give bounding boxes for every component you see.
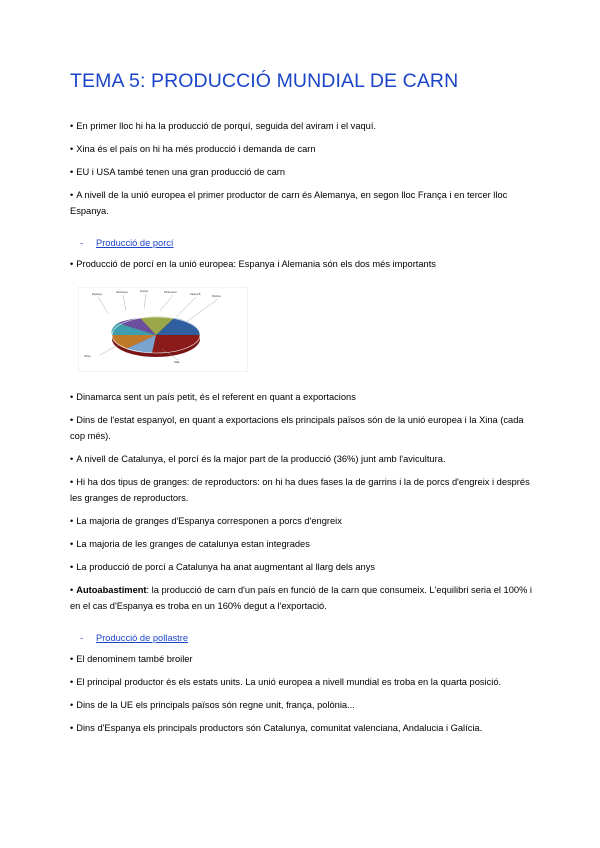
list-item: • A nivell de la unió europea el primer productor de carn és Alemanya, en segon lloc França i en tercer lloc Espanya. (70, 190, 508, 217)
porci-bullet-list (70, 390, 538, 615)
list-item: • EU i USA també tenen una gran producció de carn (70, 167, 286, 178)
pie-chart-produccio-porci (78, 287, 248, 372)
pie-chart-svg (78, 287, 248, 372)
list-item: • Dinamarca sent un país petit, és el referent en quant a exportacions (70, 392, 356, 403)
dash-marker: - (80, 633, 84, 644)
bullet-text: Dins de la UE els principals països són regne unit, frança, polònia... (76, 700, 355, 711)
bullet-text: Producció de porcí en la unió europea: Espanya i Alemania són els dos més importants (76, 259, 436, 270)
list-item: • La majoria de les granges de catalunya estan integrades (70, 539, 310, 550)
svg-text:Països B.: Països B. (190, 293, 202, 297)
bullet-text: La majoria de granges d'Espanya corresponen a porcs d'engreix (76, 516, 342, 527)
dash-marker: - (80, 238, 84, 249)
bullet-text: La majoria de les granges de catalunya estan integrades (76, 539, 310, 550)
list-item: • Dins de la UE els principals països són regne unit, frança, polònia... (70, 700, 355, 711)
svg-text:Itàlia: Itàlia (174, 361, 180, 365)
bullet-text: Dinamarca sent un país petit, és el referent en quant a exportacions (76, 392, 356, 403)
svg-text:Altres: Altres (84, 355, 91, 359)
section-heading-pollastre (70, 633, 538, 643)
list-item: • Producció de porcí en la unió europea: Espanya i Alemania són els dos més importants (70, 259, 436, 270)
bullet-text: La producció de porcí a Catalunya ha anat augmentant al llarg dels anys (76, 562, 375, 573)
svg-text:Espanya: Espanya (92, 293, 103, 297)
list-item: • El denominem també broiler (70, 654, 193, 665)
list-item: • A nivell de Catalunya, el porcí és la major part de la producció (36%) junt amb l'avicultura. (70, 454, 446, 465)
section-heading-text: Producció de pollastre (96, 633, 188, 644)
bullet-term: Autoabastiment (76, 585, 147, 596)
bullet-text: El denominem també broiler (76, 654, 193, 665)
bullet-text: En primer lloc hi ha la producció de porquí, seguida del aviram i el vaquí. (76, 121, 376, 132)
list-item-autoabastiment: • Autoabastiment: la producció de carn d'un país en funció de la carn que consumeix. L'equilibri seria el 100% i en el cas d'Espanya es troba en un 160% degut a l'exportació. (70, 585, 532, 612)
bullet-text: Dins d'Espanya els principals productors són Catalunya, comunitat valenciana, Andalucia i Galícia. (76, 723, 483, 734)
list-item: • Dins de l'estat espanyol, en quant a exportacions els principals països són de la unió europea i la Xina (cada cop més). (70, 415, 524, 442)
list-item: • Hi ha dos tipus de granges: de reproductors: on hi ha dues fases la de garrins i la de porcs d'engreix i després les granges de reproductors. (70, 477, 530, 504)
section-heading-porci (70, 238, 538, 248)
svg-text:Alemanya: Alemanya (116, 291, 128, 295)
list-item: • En primer lloc hi ha la producció de porquí, seguida del aviram i el vaquí. (70, 121, 376, 132)
svg-text:França: França (140, 290, 149, 294)
bullet-text: : la producció de carn d'un país en funció de la carn que consumeix. L'equilibri seria el 100% i en el cas d'Espanya es troba en un 160% degut a l'exportació. (70, 585, 532, 612)
list-item: • La producció de porcí a Catalunya ha anat augmentant al llarg dels anys (70, 562, 375, 573)
bullet-text: Xina és el país on hi ha més producció i demanda de carn (76, 144, 316, 155)
list-item: • Xina és el país on hi ha més producció i demanda de carn (70, 144, 316, 155)
intro-bullet-list (70, 119, 538, 220)
bullet-text: Hi ha dos tipus de granges: de reproductors: on hi ha dues fases la de garrins i la de porcs d'engreix i després les granges de reproductors. (70, 477, 530, 504)
list-item: • El principal productor és els estats units. La unió europea a nivell mundial es troba en la quarta posició. (70, 677, 502, 688)
bullet-text: El principal productor és els estats units. La unió europea a nivell mundial es troba en la quarta posició. (76, 677, 502, 688)
bullet-text: A nivell de Catalunya, el porcí és la major part de la producció (36%) junt amb l'avicultura. (76, 454, 446, 465)
section-heading-text: Producció de porcí (96, 238, 174, 249)
list-item: • La majoria de granges d'Espanya corresponen a porcs d'engreix (70, 516, 342, 527)
bullet-text: A nivell de la unió europea el primer productor de carn és Alemanya, en segon lloc França i en tercer lloc Espanya. (70, 190, 508, 217)
svg-text:Polònia: Polònia (212, 295, 221, 299)
pollastre-bullet-list (70, 652, 538, 737)
bullet-text: Dins de l'estat espanyol, en quant a exportacions els principals països són de la unió europea i la Xina (cada cop més). (70, 415, 524, 442)
bullet-text: EU i USA també tenen una gran producció de carn (76, 167, 286, 178)
list-item: • Dins d'Espanya els principals productors són Catalunya, comunitat valenciana, Andalucia i Galícia. (70, 723, 483, 734)
page-title: TEMA 5: PRODUCCIÓ MUNDIAL DE CARN (70, 70, 459, 92)
svg-text:Dinamarca: Dinamarca (164, 291, 177, 295)
